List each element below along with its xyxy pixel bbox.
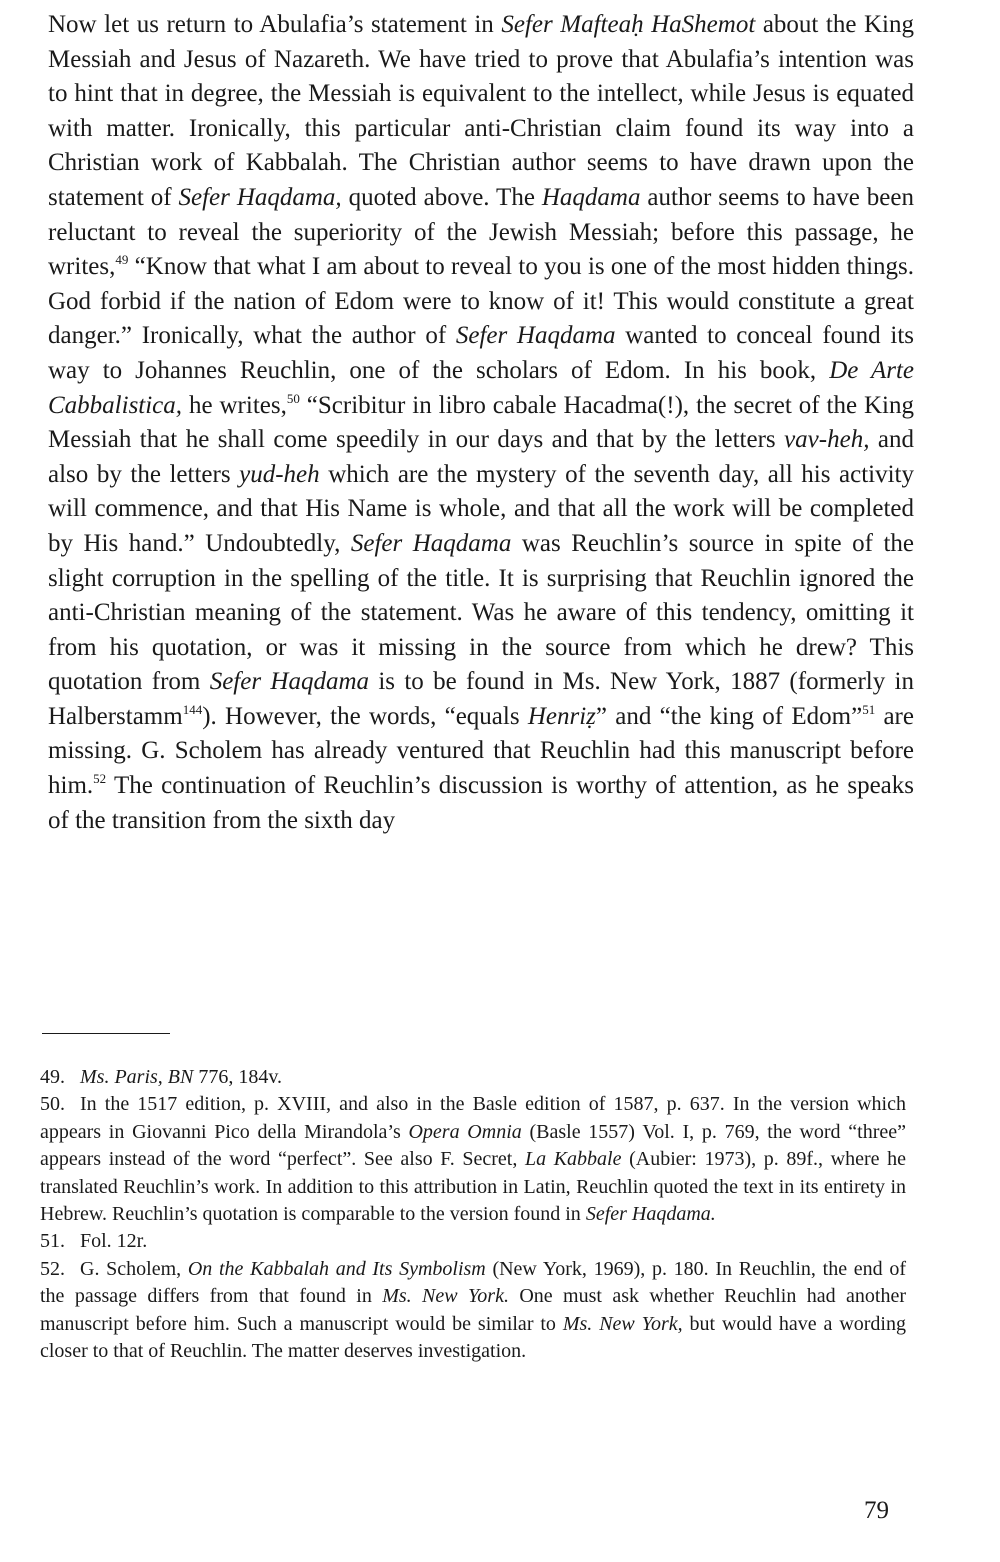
book-title: Sefer Haqdama (455, 322, 616, 350)
text-run: wanted to conceal found its way to Johannes Reuchlin, one of the scholars of Edom. In his book, (48, 322, 914, 384)
footnote-text: (Basle 1557) Vol. I, p. 769, the word “three” appears instead of the word “perfect”. See also F. Secret, (40, 1120, 907, 1171)
footnote-text: (Aubier: 1973), p. 89f., where he translated Reuchlin’s work. In addition to this attribution in Latin, Reuchlin quoted the text in its entirety in Hebrew. Reuchlin’s quotation is comparable to the version found in (40, 1148, 906, 1226)
text-run: ” and “the king of Edom” (595, 702, 863, 730)
footnote-ref-49: 49 (115, 252, 129, 268)
footnote-text: In the 1517 edition, p. XVIII, and also in the Basle edition of 1587, p. 637. In the version which appears in Giovanni Pico della Mirandola’s (40, 1093, 906, 1143)
footnote-text: (New York, 1969), p. 180. In Reuchlin, the end of the passage differs from that found in (40, 1257, 906, 1308)
footnote-text: but would have a wording closer to that of Reuchlin. The matter deserves investigation. (40, 1312, 906, 1363)
footnote-text: One must ask whether Reuchlin had another manuscript before him. Such a manuscript would be similar to (40, 1285, 906, 1335)
manuscript-title: Ms. New York, (562, 1312, 683, 1335)
text-run: he writes, (182, 391, 287, 419)
footnote-ref-144: 144 (182, 701, 203, 717)
footnote-number: 52. (40, 1257, 65, 1280)
footnote-number: 51. (40, 1230, 65, 1253)
book-title: La Kabbale (524, 1148, 622, 1171)
text-run: are missing. G. Scholem has already ventured that Reuchlin had this manuscript before him. (48, 702, 914, 800)
book-title: Opera Omnia (408, 1120, 522, 1143)
footnote-50 (40, 1091, 906, 1228)
manuscript-title: Ms. Paris, BN (80, 1066, 194, 1088)
footnote-number: 49. (40, 1066, 65, 1088)
book-title: Sefer Haqdama. (585, 1203, 716, 1226)
book-title: Sefer Haqdama (350, 529, 512, 557)
text-run: ). However, the words, “equals (202, 702, 528, 730)
footnotes (40, 1064, 906, 1365)
footnote-49 (40, 1064, 906, 1091)
text-run: is to be found in Ms. New York, 1887 (formerly in Halberstamm (48, 668, 914, 730)
text-run: was Reuchlin’s source in spite of the slight corruption in the spelling of the title. It is surprising that Reuchlin ignored the anti-Christian meaning of the statement. Was he aware of this tendency, omitting it from his quotation, or was it missing in the source from which he drew? This quotation from (48, 529, 914, 696)
quoted-word: Henriẓ (527, 702, 596, 730)
text-run: author seems to have been reluctant to reveal the superiority of the Jewish Messiah; before this passage, he writes, (48, 183, 914, 281)
text-run: and also by the letters (48, 426, 914, 488)
hebrew-letters: vav-heh, (784, 426, 870, 454)
book-title: Sefer Haqdama (209, 668, 370, 696)
book-title: Sefer Haqdama, (178, 183, 342, 211)
footnote-text: Fol. 12r. (80, 1230, 148, 1253)
text-run: about the King Messiah and Jesus of Nazareth. We have tried to prove that Abulafia’s intention was to hint that in degree, the Messiah is equivalent to the intellect, while Jesus is equated with matter. Ironically, this particular anti-Christian claim found its way into a Christian work of Kabbalah. The Christian author seems to have drawn upon the statement of (48, 11, 915, 211)
footnote-number: 50. (40, 1093, 65, 1116)
footnote-51 (40, 1228, 906, 1255)
text-run: quoted above. The (341, 183, 542, 211)
footnote-52 (40, 1256, 906, 1366)
book-title: De Arte Cabbalistica, (48, 356, 914, 419)
footnote-ref-50: 50 (286, 390, 300, 406)
main-paragraph (48, 8, 914, 838)
text-run: “Scribitur in libro cabale Hacadma(!), the secret of the King Messiah that he shall come speedily in our days and that by the letters (48, 391, 914, 454)
text-run: “Know that what I am about to reveal to you is one of the most hidden things. God forbid if the nation of Edom were to know of it! This would constitute a great danger.” Ironically, what the author of (48, 253, 914, 350)
text-run: The continuation of Reuchlin’s discussion is worthy of attention, as he speaks of the transition from the sixth day (48, 772, 914, 834)
footnote-ref-52: 52 (93, 771, 107, 787)
footnote-ref-51: 51 (862, 701, 876, 717)
book-title: Sefer Mafteaḥ HaShemot (501, 11, 756, 38)
footnote-text: 776, 184v. (193, 1066, 283, 1088)
page-number: 79 (864, 1497, 889, 1524)
book-title: Haqdama (541, 183, 641, 211)
manuscript-title: Ms. New York. (382, 1285, 509, 1308)
footnote-text: G. Scholem, (80, 1257, 188, 1280)
text-run: which are the mystery of the seventh day, all his activity will commence, and that His Name is whole, and that all the work will be completed by His hand.” Undoubtedly, (48, 460, 914, 557)
hebrew-letters: yud-heh (239, 460, 320, 488)
book-title: On the Kabbalah and Its Symbolism (187, 1257, 486, 1280)
text-run: Now let us return to Abulafia’s statement in (48, 11, 502, 38)
footnote-divider (42, 1033, 170, 1034)
